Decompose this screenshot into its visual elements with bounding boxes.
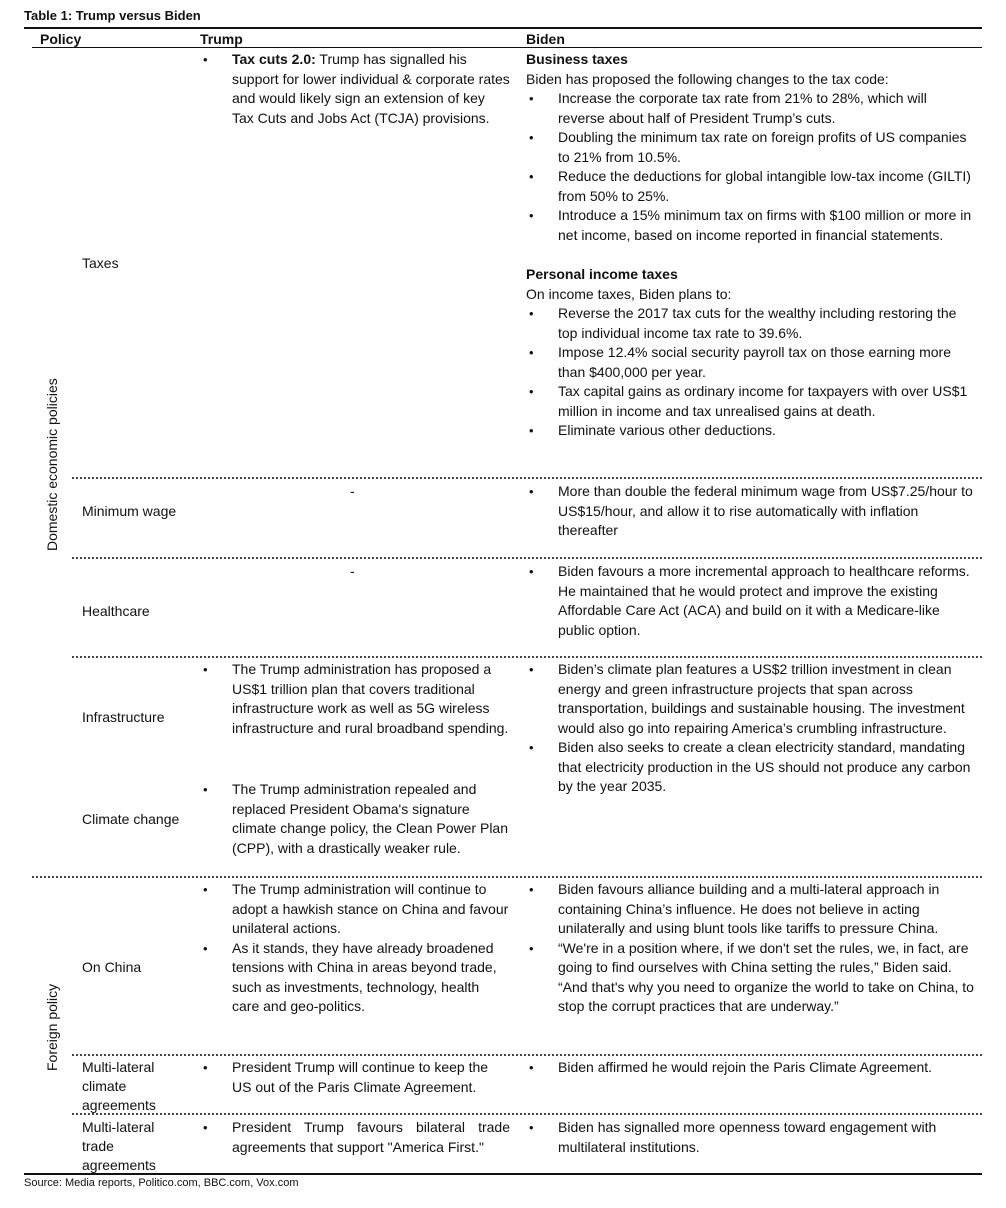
table-bottom-rule <box>24 1173 982 1175</box>
list-item: • President Trump will continue to keep the US out of the Paris Climate Agreement. <box>200 1058 510 1097</box>
trump-taxes-list <box>200 50 510 128</box>
list-item: • Doubling the minimum tax rate on foreign profits of US companies to 21% from 10.5%. <box>526 128 976 167</box>
list-item: • Biden also seeks to create a clean electricity standard, mandating that electricity production in the US should not produce any carbon by the year 2035. <box>526 738 976 797</box>
row-divider <box>72 477 982 479</box>
trump-healthcare: - <box>350 563 355 579</box>
list-item: • Reduce the deductions for global intangible low-tax income (GILTI) from 50% to 25%. <box>526 167 976 206</box>
policy-trade-agreements: Multi-lateral trade agreements <box>82 1119 156 1173</box>
biden-personal-heading: Personal income taxes <box>526 266 678 282</box>
list-item: • Biden has signalled more openness toward engagement with multilateral institutions. <box>526 1118 976 1157</box>
biden-taxes-cell <box>526 50 976 441</box>
biden-minimum-wage-list <box>526 482 976 541</box>
list-item: • The Trump administration repealed and replaced President Obama's signature climate change policy, the Clean Power Plan (CPP), with a drastically weaker rule. <box>200 780 510 858</box>
source-note: Source: Media reports, Politico.com, BBC.com, Vox.com <box>24 1177 299 1189</box>
biden-infrastructure-list <box>526 660 976 797</box>
trump-china-list <box>200 880 510 1017</box>
header-bottom-rule <box>32 47 982 48</box>
header-top-rule <box>24 27 982 29</box>
table-title: Table 1: Trump versus Biden <box>24 8 201 23</box>
biden-trade-agreements-list <box>526 1118 976 1157</box>
biden-business-list <box>526 89 976 245</box>
list-item: • Biden favours a more incremental approach to healthcare reforms. He maintained that he would protect and improve the existing Affordable Care Act (ACA) and build on it with a Medicare-like public option. <box>526 562 976 640</box>
policy-on-china: On China <box>82 959 142 975</box>
trump-trade-agreements-list <box>200 1118 510 1157</box>
biden-healthcare-list <box>526 562 976 640</box>
policy-taxes: Taxes <box>82 255 119 271</box>
group-label-domestic: Domestic economic policies <box>44 378 60 551</box>
policy-climate-agreements: Multi-lateral climate agreements <box>82 1059 156 1113</box>
list-item: • Increase the corporate tax rate from 21% to 28%, which will reverse about half of President Trump’s cuts. <box>526 89 976 128</box>
policy-healthcare: Healthcare <box>82 603 150 619</box>
group-label-foreign: Foreign policy <box>44 983 60 1071</box>
biden-personal-intro: On income taxes, Biden plans to: <box>526 285 732 302</box>
row-divider <box>72 1113 982 1115</box>
list-item: • Biden affirmed he would rejoin the Paris Climate Agreement. <box>526 1058 976 1078</box>
list-item: • More than double the federal minimum wage from US$7.25/hour to US$15/hour, and allow it to rise automatically with inflation thereafter <box>526 482 976 541</box>
group-divider <box>32 876 982 878</box>
trump-climate-list <box>200 780 510 858</box>
list-item: • Biden’s climate plan features a US$2 trillion investment in clean energy and green infrastructure projects that span across transportation, buildings and sustainable housing. The investment would also go into repairing America’s crumbling infrastructure. <box>526 660 976 738</box>
list-item: • The Trump administration will continue to adopt a hawkish stance on China and favour unilateral actions. <box>200 880 510 939</box>
biden-climate-agreements-list <box>526 1058 976 1078</box>
policy-infrastructure: Infrastructure <box>82 709 165 725</box>
list-item <box>200 50 510 128</box>
list-item: • Tax capital gains as ordinary income for taxpayers with over US$1 million in income and tax unrealised gains at death. <box>526 382 976 421</box>
row-divider <box>72 557 982 559</box>
header-policy: Policy <box>40 31 82 47</box>
biden-china-list <box>526 880 976 1017</box>
trump-climate-agreements-list <box>200 1058 510 1097</box>
list-item: • As it stands, they have already broadened tensions with China in areas beyond trade, such as investments, technology, health care and geo-politics. <box>200 939 510 1017</box>
list-item: • The Trump administration has proposed a US$1 trillion plan that covers traditional infrastructure work as well as 5G wireless infrastructure and rural broadband spending. <box>200 660 510 738</box>
list-item: • President Trump favours bilateral trade agreements that support "America First." <box>200 1118 510 1157</box>
list-item: • Eliminate various other deductions. <box>526 421 976 441</box>
policy-minimum-wage: Minimum wage <box>82 503 177 519</box>
biden-business-heading: Business taxes <box>526 51 628 67</box>
header-biden: Biden <box>526 31 565 47</box>
trump-infrastructure-list <box>200 660 510 738</box>
biden-business-intro: Biden has proposed the following changes to the tax code: <box>526 70 889 87</box>
list-item: • Biden favours alliance building and a multi-lateral approach in containing China’s influence. He does not believe in acting unilaterally and using blunt tools like tariffs to pressure China. <box>526 880 976 939</box>
list-item: • Introduce a 15% minimum tax on firms with $100 million or more in net income, based on income reported in financial statements. <box>526 206 976 245</box>
list-item: • Reverse the 2017 tax cuts for the wealthy including restoring the top individual income tax rate to 39.6%. <box>526 304 976 343</box>
trump-minimum-wage: - <box>350 483 355 499</box>
list-item: • Impose 12.4% social security payroll tax on those earning more than $400,000 per year. <box>526 343 976 382</box>
row-divider <box>72 1054 982 1056</box>
header-trump: Trump <box>200 31 243 47</box>
policy-climate-change: Climate change <box>82 811 180 827</box>
list-item: • “We're in a position where, if we don't set the rules, we, in fact, are going to find ourselves with China setting the rules,” Biden said. “And that's why you need to organize the world to take on China, to stop the corrupt practices that are underway.” <box>526 939 976 1017</box>
trump-taxes-text: Trump has signalled his support for lower individual & corporate rates and would likely sign an extension of key Tax Cuts and Jobs Act (TCJA) provisions. <box>232 51 510 126</box>
biden-personal-list <box>526 304 976 441</box>
trump-taxes-lead: Tax cuts 2.0: <box>232 51 316 67</box>
row-divider <box>72 656 982 658</box>
